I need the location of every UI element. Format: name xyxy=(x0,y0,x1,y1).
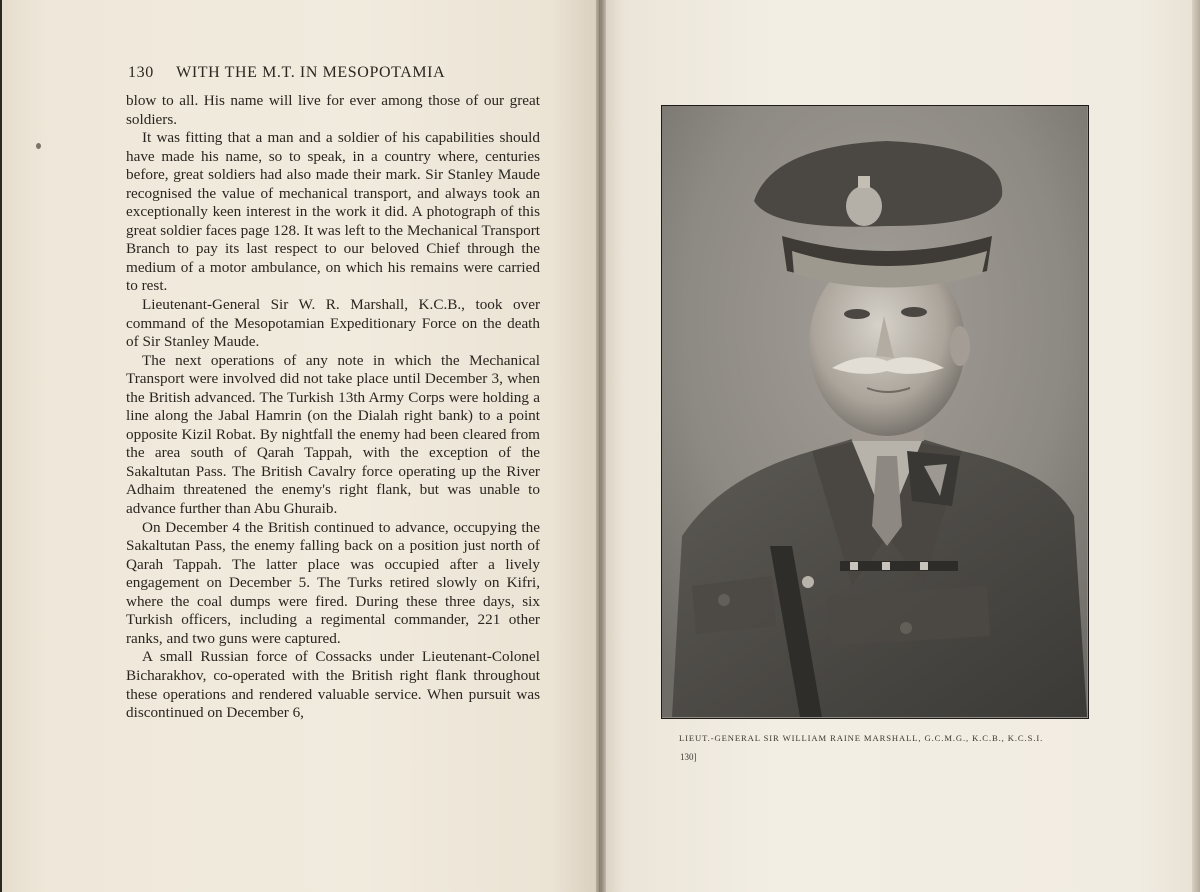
portrait-image xyxy=(662,106,1087,717)
paper-speck xyxy=(36,143,41,149)
paragraph: A small Russian force of Cossacks under Lieutenant-Colonel Bicharakhov, co-operated with the British right flank throughout these operations and rendered valuable service. When pursuit was discontinued on December 6, xyxy=(126,648,540,722)
page-number: 130 xyxy=(128,64,154,81)
paragraph: It was fitting that a man and a soldier of his capabilities should have made his name, so to speak, in a country where, centuries before, great soldiers had also made their mark. Sir Stanley Maude recognised the value of mechanical transport, and always took an exceptionally keen interest in the work it did. A photograph of this great soldier faces page 128. It was left to the Mechanical Transport Branch to pay its last respect to our beloved Chief through the medium of a motor ambulance, on which his remains were carried to rest. xyxy=(126,129,540,295)
paragraph: The next operations of any note in which the Mechanical Transport were involved did not take place until December 3, when the British advanced. The Turkish 13th Army Corps were holding a line along the Jabal Hamrin (on the Dialah right bank) to a point opposite Kizil Robat. By nightfall the enemy had been cleared from the area south of Qarah Tappah, with the exception of the Sakaltutan Pass. The British Cavalry force operating up the River Adhaim threatened the enemy's right flank, but was unable to advance further than Abu Ghuraib. xyxy=(126,351,540,518)
page-edge xyxy=(1192,0,1200,892)
running-head xyxy=(128,64,548,82)
portrait-photograph xyxy=(661,105,1089,719)
photo-caption: LIEUT.-GENERAL SIR WILLIAM RAINE MARSHALL, G.C.M.G., K.C.B., K.C.S.I. xyxy=(679,733,1044,743)
body-text xyxy=(126,92,540,723)
paragraph: Lieutenant-General Sir W. R. Marshall, K.C.B., took over command of the Mesopotamian Expeditionary Force on the death of Sir Stanley Maude. xyxy=(126,296,540,351)
book-gutter xyxy=(596,0,606,892)
paragraph: On December 4 the British continued to advance, occupying the Sakaltutan Pass, the enemy falling back on a position just north of Qarah Tappah. The latter place was occupied after a lively engagement on December 5. The Turks retired slowly on Kifri, where the coal dumps were fired. During these three days, six Turkish officers, including a regimental commander, 221 other ranks, and two guns were captured. xyxy=(126,518,540,647)
folio: 130] xyxy=(680,752,697,762)
paragraph: blow to all. His name will live for ever among those of our great soldiers. xyxy=(126,92,540,128)
running-title: WITH THE M.T. IN MESOPOTAMIA xyxy=(176,64,446,81)
